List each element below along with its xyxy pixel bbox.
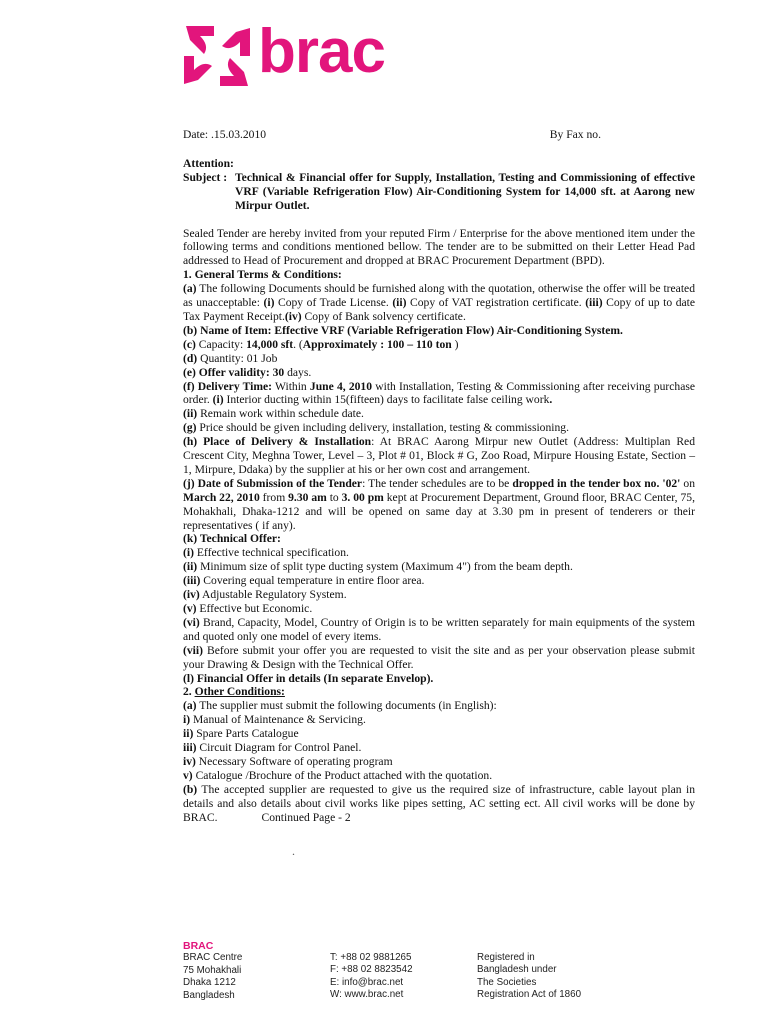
list-item: (vii) Before submit your offer you are requested to visit the site and as per your observation please submit your Drawing & Design with the Technical Offer. xyxy=(183,643,695,671)
letter-date: Date: .15.03.2010 xyxy=(183,128,267,141)
attention-label: Attention: xyxy=(183,156,234,170)
section-2-heading: 2. Other Conditions: xyxy=(183,685,285,699)
list-item: (v) Effective but Economic. xyxy=(183,602,313,615)
footer-registration: Registered in Bangladesh under The Societies Registration Act of 1860 xyxy=(477,952,582,1001)
list-item: (i) Effective technical specification. xyxy=(183,546,349,560)
brac-wordmark: brac xyxy=(258,17,385,86)
list-item: iii) Circuit Diagram for Control Panel. xyxy=(183,741,362,755)
financial-offer-line: (l) Financial Offer in details (In separate Envelop). xyxy=(183,671,434,685)
letterhead-footer xyxy=(183,940,583,1020)
term-g: (g) Price should be given including delivery, installation, testing & commissioning. xyxy=(183,421,569,435)
list-item: i) Manual of Maintenance & Servicing. xyxy=(183,713,366,727)
list-item: iv) Necessary Software of operating program xyxy=(183,754,393,768)
footer-org: BRAC xyxy=(183,940,214,952)
technical-offer-list xyxy=(183,546,695,671)
subject-label: Subject : xyxy=(183,170,228,184)
list-item: (iii) Covering equal temperature in entire floor area. xyxy=(183,574,425,588)
footer-address: BRAC BRAC Centre 75 Mohakhali Dhaka 1212 Bangladesh xyxy=(183,940,243,1001)
list-item: (ii) Minimum size of split type ducting system (Maximum 4") from the beam depth. xyxy=(183,560,573,574)
delivery-method: By Fax no. xyxy=(549,128,601,141)
letter-body xyxy=(183,128,695,825)
letter-header xyxy=(183,128,695,142)
term-e: (e) Offer validity: 30 days. xyxy=(183,365,312,379)
brac-logo-icon xyxy=(180,22,254,95)
intro-paragraph: Sealed Tender are hereby invited from your reputed Firm / Enterprise for the above mentioned item under the following terms and conditions mentioned bellow. The tender are to be submitted on their Letter Head Pad addressed to Head of Procurement and dropped at BRAC Procurement Department (BPD). xyxy=(183,226,695,268)
term-f-ii: (ii) Remain work within schedule date. xyxy=(183,407,364,421)
term-c: (c) Capacity: 14,000 sft. (Approximately : 100 – 110 ton ) xyxy=(183,337,459,351)
list-item: (vi) Brand, Capacity, Model, Country of Origin is to be written separately for main equipments of the system and quoted only one model of every items. xyxy=(183,615,695,643)
term-a: (a) The following Documents should be furnished along with the quotation, otherwise the offer will be treated as unacceptable: (i) Copy of Trade License. (ii) Copy of VAT registration certificate. (iii) Copy of up to date Tax Payment Receipt.(iv) Copy of Bank solvency certificate. xyxy=(183,282,695,323)
list-item: v) Catalogue /Brochure of the Product attached with the quotation. xyxy=(183,768,493,782)
list-item: ii) Spare Parts Catalogue xyxy=(183,727,299,741)
list-item: (iv) Adjustable Regulatory System. xyxy=(183,588,347,602)
subject-text: Technical & Financial offer for Supply, Installation, Testing and Commissioning of effective VRF (Variable Refrigeration Flow) Air-Conditioning System for 14,000 sft. at Aarong new Mirpur Outlet. xyxy=(235,170,695,212)
term-f: (f) Delivery Time: Within June 4, 2010 with Installation, Testing & Commissioning after receiving purchase order. (i) Interior ducting within 15(fifteen) days to facilitate false ceiling work. xyxy=(183,379,695,407)
term-d: (d) Quantity: 01 Job xyxy=(183,351,278,365)
document-list xyxy=(183,713,695,783)
technical-offer-heading: (k) Technical Offer: xyxy=(183,532,281,546)
term-j: (j) Date of Submission of the Tender: The tender schedules are to be dropped in the tender box no. '02' on March 22, 2010 from 9.30 am to 3. 00 pm kept at Procurement Department, Ground floor, BRAC Center, 75, Mohakhali, Dhaka-1212 and will be opened on same day at 3.30 pm in present of tenderers or their representatives ( if any). xyxy=(183,476,695,532)
other-a: (a) The supplier must submit the following documents (in English): xyxy=(183,699,497,713)
term-b: (b) Name of Item: Effective VRF (Variable Refrigeration Flow) Air-Conditioning System. xyxy=(183,323,623,337)
other-b: (b) The accepted supplier are requested to give us the required size of infrastructure, cable layout plan in details and also details about civil works like pipes setting, AC setting ect. All civil works will be done by BRAC. Continued Page - 2 xyxy=(183,782,695,824)
continued-page-note: Continued Page - 2 xyxy=(261,810,351,824)
section-1-heading: 1. General Terms & Conditions: xyxy=(183,268,342,282)
subject-line xyxy=(183,171,695,213)
term-h: (h) Place of Delivery & Installation: At BRAC Aarong Mirpur new Outlet (Address: Multiplan Red Crescent City, Meghna Tower, Level – 3, Plot # 01, Block # G, Zoo Road, Mirpure Housing Estate, Section – 1, Mirpure, Ddaka) by the supplier at his or her own cost and arrangement. xyxy=(183,435,695,476)
footer-contact: T: +88 02 9881265 F: +88 02 8823542 E: info@brac.net W: www.brac.net xyxy=(330,952,413,1001)
stray-dot: . xyxy=(292,844,295,858)
